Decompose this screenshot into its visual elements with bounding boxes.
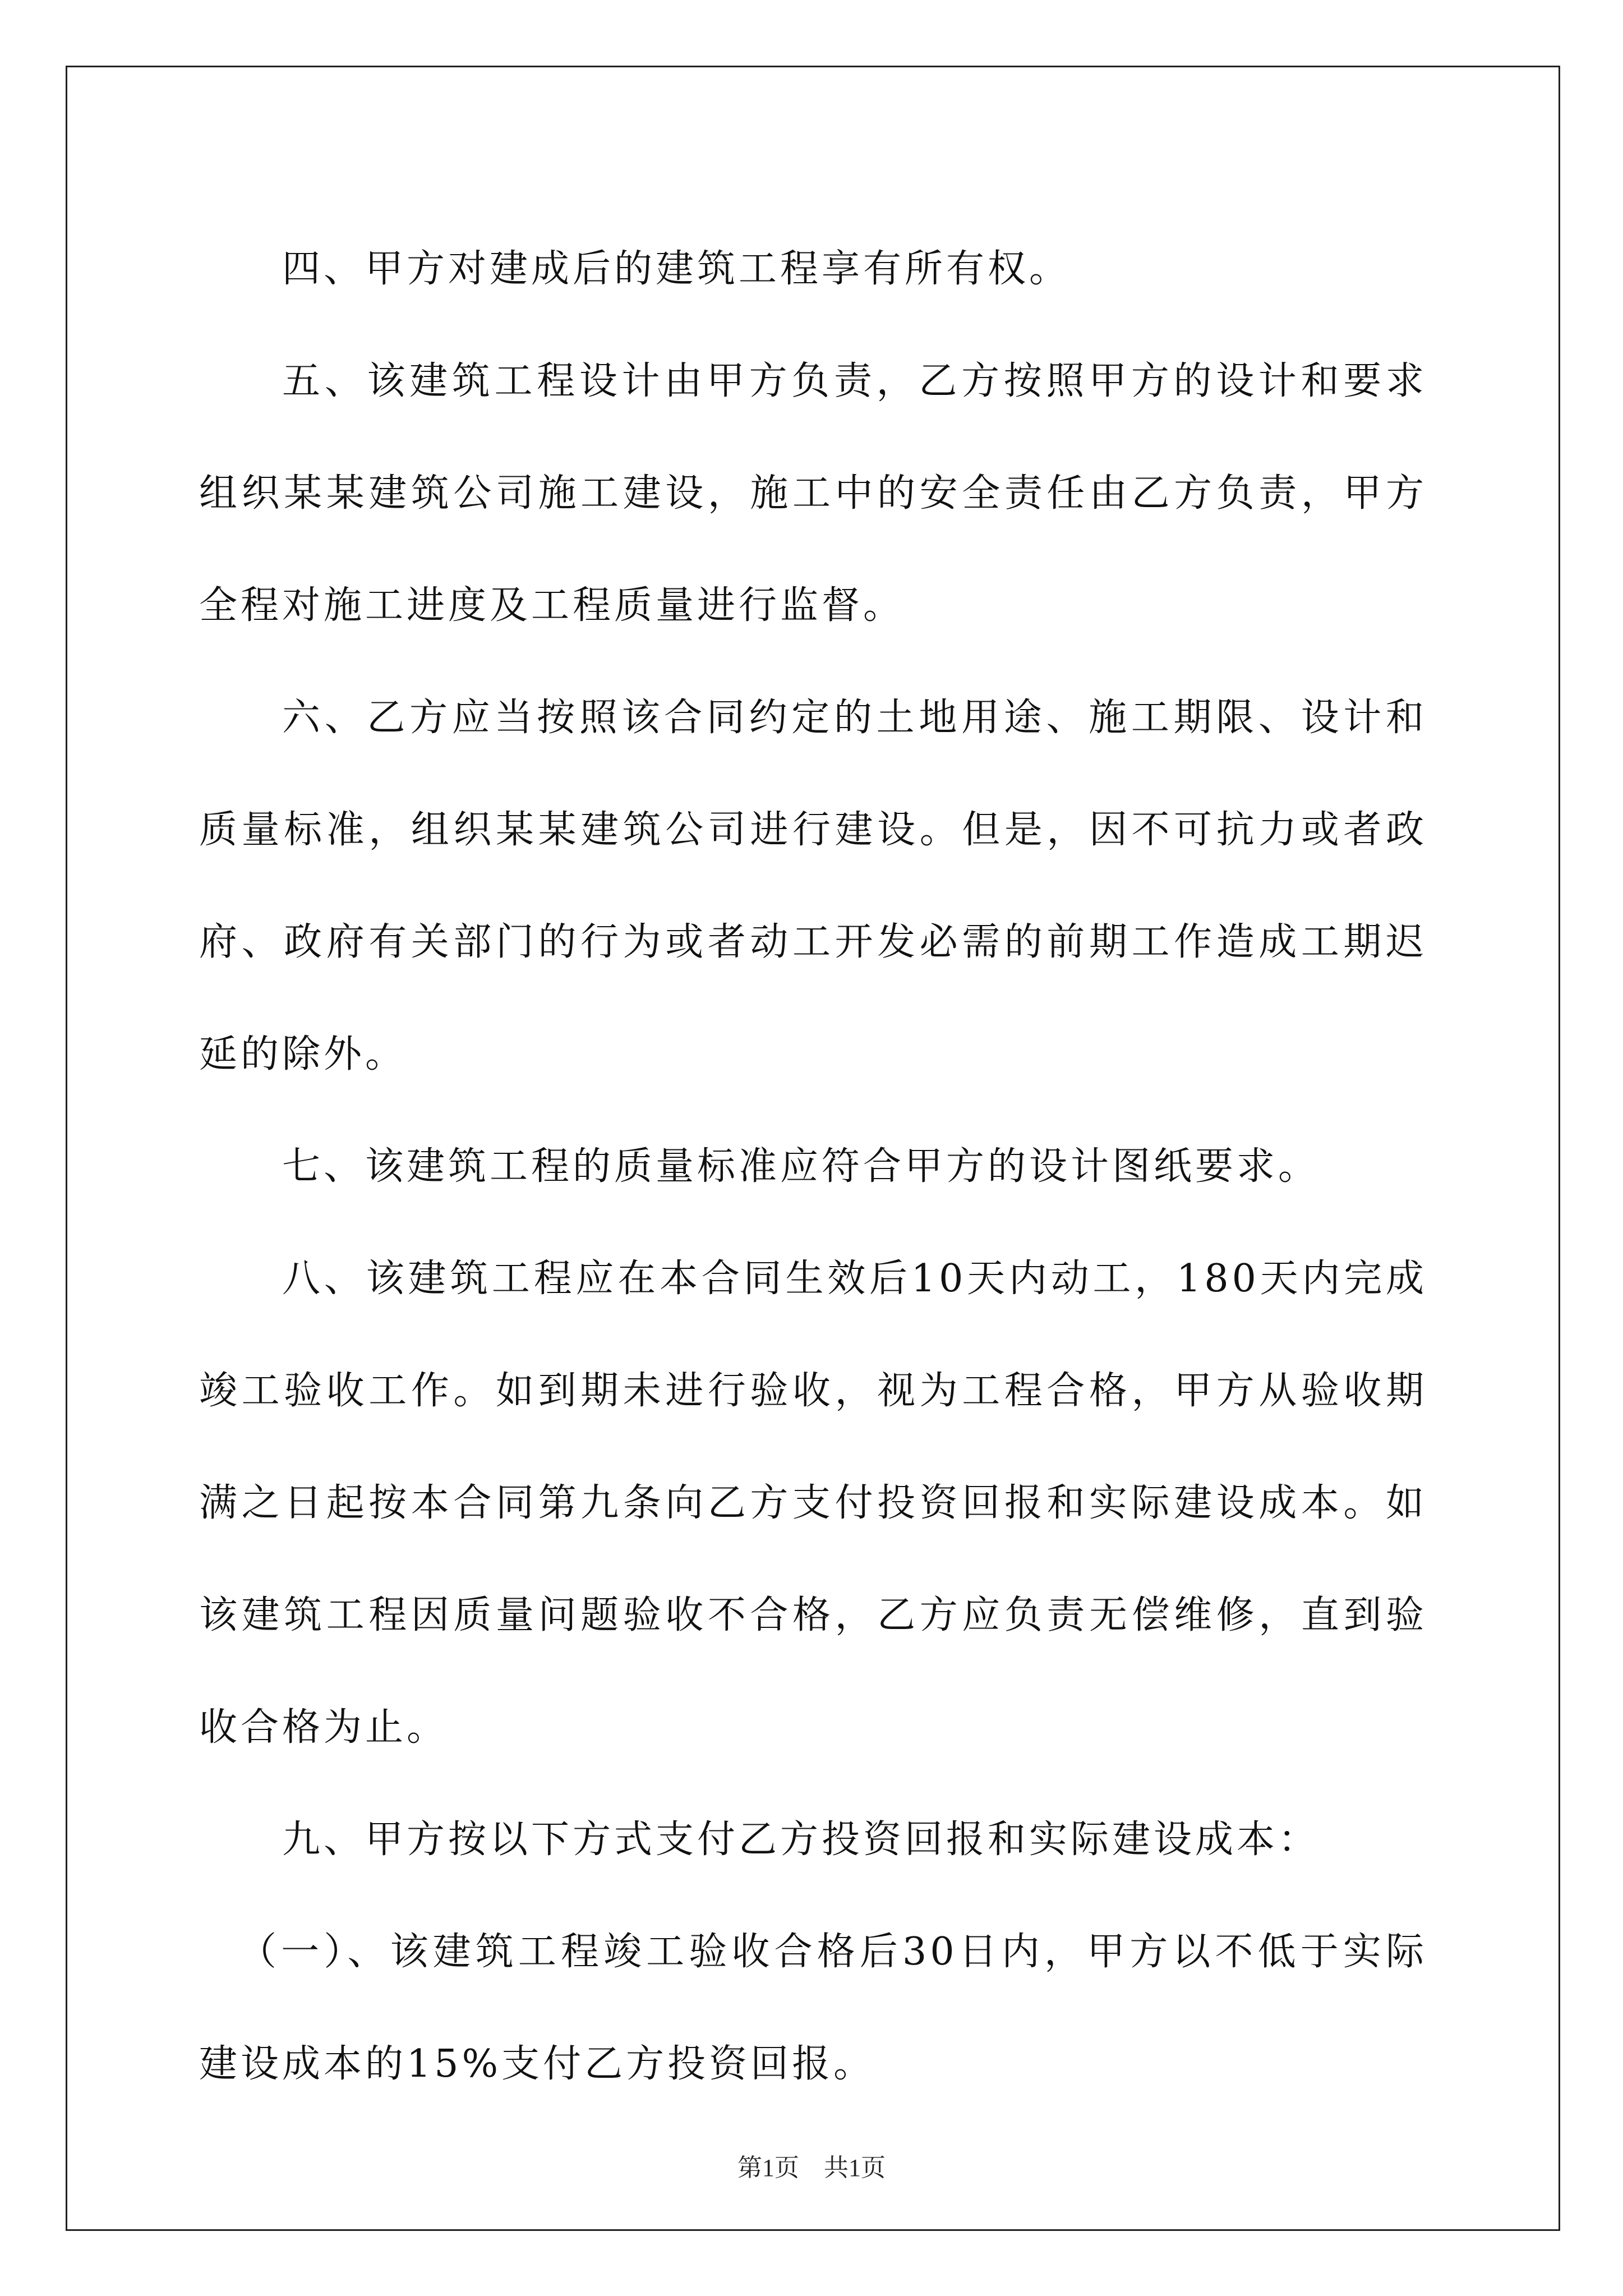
document-body [199, 213, 1427, 2120]
page-number-footer: 第1页 共1页 [737, 2154, 886, 2182]
paragraph-clause-5: 五、该建筑工程设计由甲方负责，乙方按照甲方的设计和要求组织某某建筑公司施工建设，施工中的安全责任由乙方负责，甲方全程对施工进度及工程质量进行监督。 [199, 359, 1427, 628]
paragraph-clause-7: 七、该建筑工程的质量标准应符合甲方的设计图纸要求。 [282, 1144, 1320, 1189]
paragraph-clause-4: 四、甲方对建成后的建筑工程享有所有权。 [282, 247, 1071, 291]
paragraph-clause-9-item-1: （一）、该建筑工程竣工验收合格后30日内，甲方以不低于实际建设成本的15%支付乙方投资回报。 [199, 1930, 1427, 2086]
paragraph-clause-9: 九、甲方按以下方式支付乙方投资回报和实际建设成本： [282, 1818, 1320, 1862]
paragraph-clause-8: 八、该建筑工程应在本合同生效后10天内动工，180天内完成竣工验收工作。如到期未进行验收，视为工程合格，甲方从验收期满之日起按本合同第九条向乙方支付投资回报和实际建设成本。如该建筑工程因质量问题验收不合格，乙方应负责无偿维修，直到验收合格为止。 [199, 1257, 1427, 1750]
paragraph-clause-6: 六、乙方应当按照该合同约定的土地用途、施工期限、设计和质量标准，组织某某建筑公司进行建设。但是，因不可抗力或者政府、政府有关部门的行为或者动工开发必需的前期工作造成工期迟延的除外。 [199, 696, 1427, 1076]
